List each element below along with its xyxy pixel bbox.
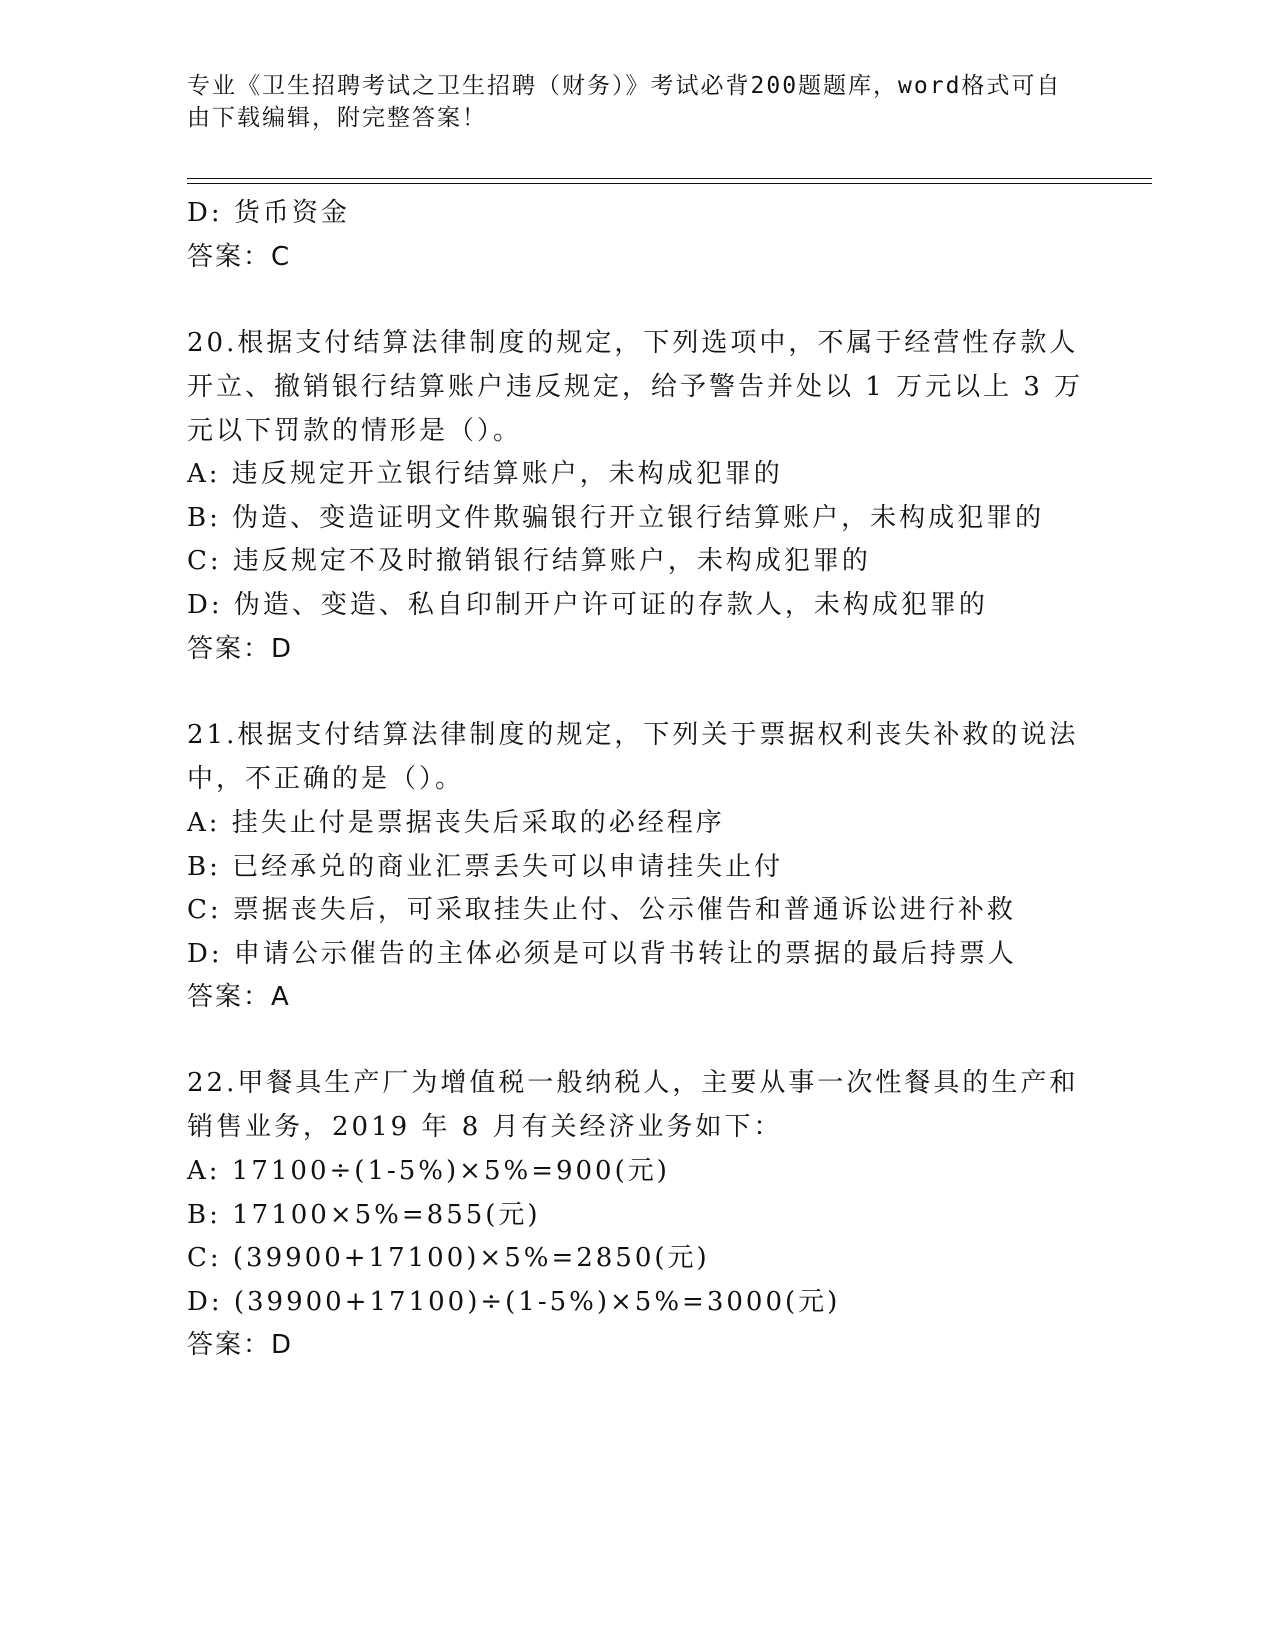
q20-option-c: C: 违反规定不及时撤销银行结算账户，未构成犯罪的 (187, 546, 871, 576)
q21-option-b: B: 已经承兑的商业汇票丢失可以申请挂失止付 (187, 852, 784, 882)
q20-stem-line-3: 元以下罚款的情形是（）。 (187, 416, 523, 446)
header-line-1: 专业《卫生招聘考试之卫生招聘（财务）》考试必背200题题库，word格式可自 (187, 73, 1062, 99)
header-line-2: 由下载编辑，附完整答案！ (187, 105, 487, 131)
q20-answer: 答案：D (187, 634, 294, 664)
q22-answer: 答案：D (187, 1330, 294, 1360)
q20-stem-line-1: 20.根据支付结算法律制度的规定，下列选项中，不属于经营性存款人 (187, 328, 1079, 358)
q22-stem-line-1: 22.甲餐具生产厂为增值税一般纳税人，主要从事一次性餐具的生产和 (187, 1068, 1079, 1098)
q21-option-c: C: 票据丧失后，可采取挂失止付、公示催告和普通诉讼进行补救 (187, 895, 1016, 925)
q20-option-d: D: 伪造、变造、私自印制开户许可证的存款人，未构成犯罪的 (187, 590, 988, 620)
q21-stem-line-1: 21.根据支付结算法律制度的规定，下列关于票据权利丧失补救的说法 (187, 720, 1079, 750)
q21-answer: 答案：A (187, 982, 291, 1012)
q22-option-d: D: (39900+17100)÷(1-5%)×5%=3000(元) (187, 1287, 841, 1317)
header-divider-bottom (187, 183, 1152, 184)
q20-option-a: A: 违反规定开立银行结算账户，未构成犯罪的 (187, 459, 783, 489)
q22-option-c: C: (39900+17100)×5%=2850(元) (187, 1243, 710, 1273)
document-header (187, 70, 1087, 134)
q22-option-a: A: 17100÷(1-5%)×5%=900(元) (187, 1156, 670, 1186)
q21-option-d: D: 申请公示催告的主体必须是可以背书转让的票据的最后持票人 (187, 939, 1017, 969)
q22-option-b: B: 17100×5%=855(元) (187, 1200, 541, 1230)
q22-stem-line-2: 销售业务，2019 年 8 月有关经济业务如下： (187, 1112, 783, 1142)
q20-option-b: B: 伪造、变造证明文件欺骗银行开立银行结算账户，未构成犯罪的 (187, 503, 1045, 533)
q21-stem-line-2: 中，不正确的是（）。 (187, 764, 465, 794)
header-divider-top (187, 178, 1152, 179)
prev-option-d: D: 货币资金 (187, 198, 350, 228)
q21-option-a: A: 挂失止付是票据丧失后采取的必经程序 (187, 808, 725, 838)
prev-answer: 答案：C (187, 242, 292, 272)
q20-stem-line-2: 开立、撤销银行结算账户违反规定，给予警告并处以 1 万元以上 3 万 (187, 372, 1084, 402)
